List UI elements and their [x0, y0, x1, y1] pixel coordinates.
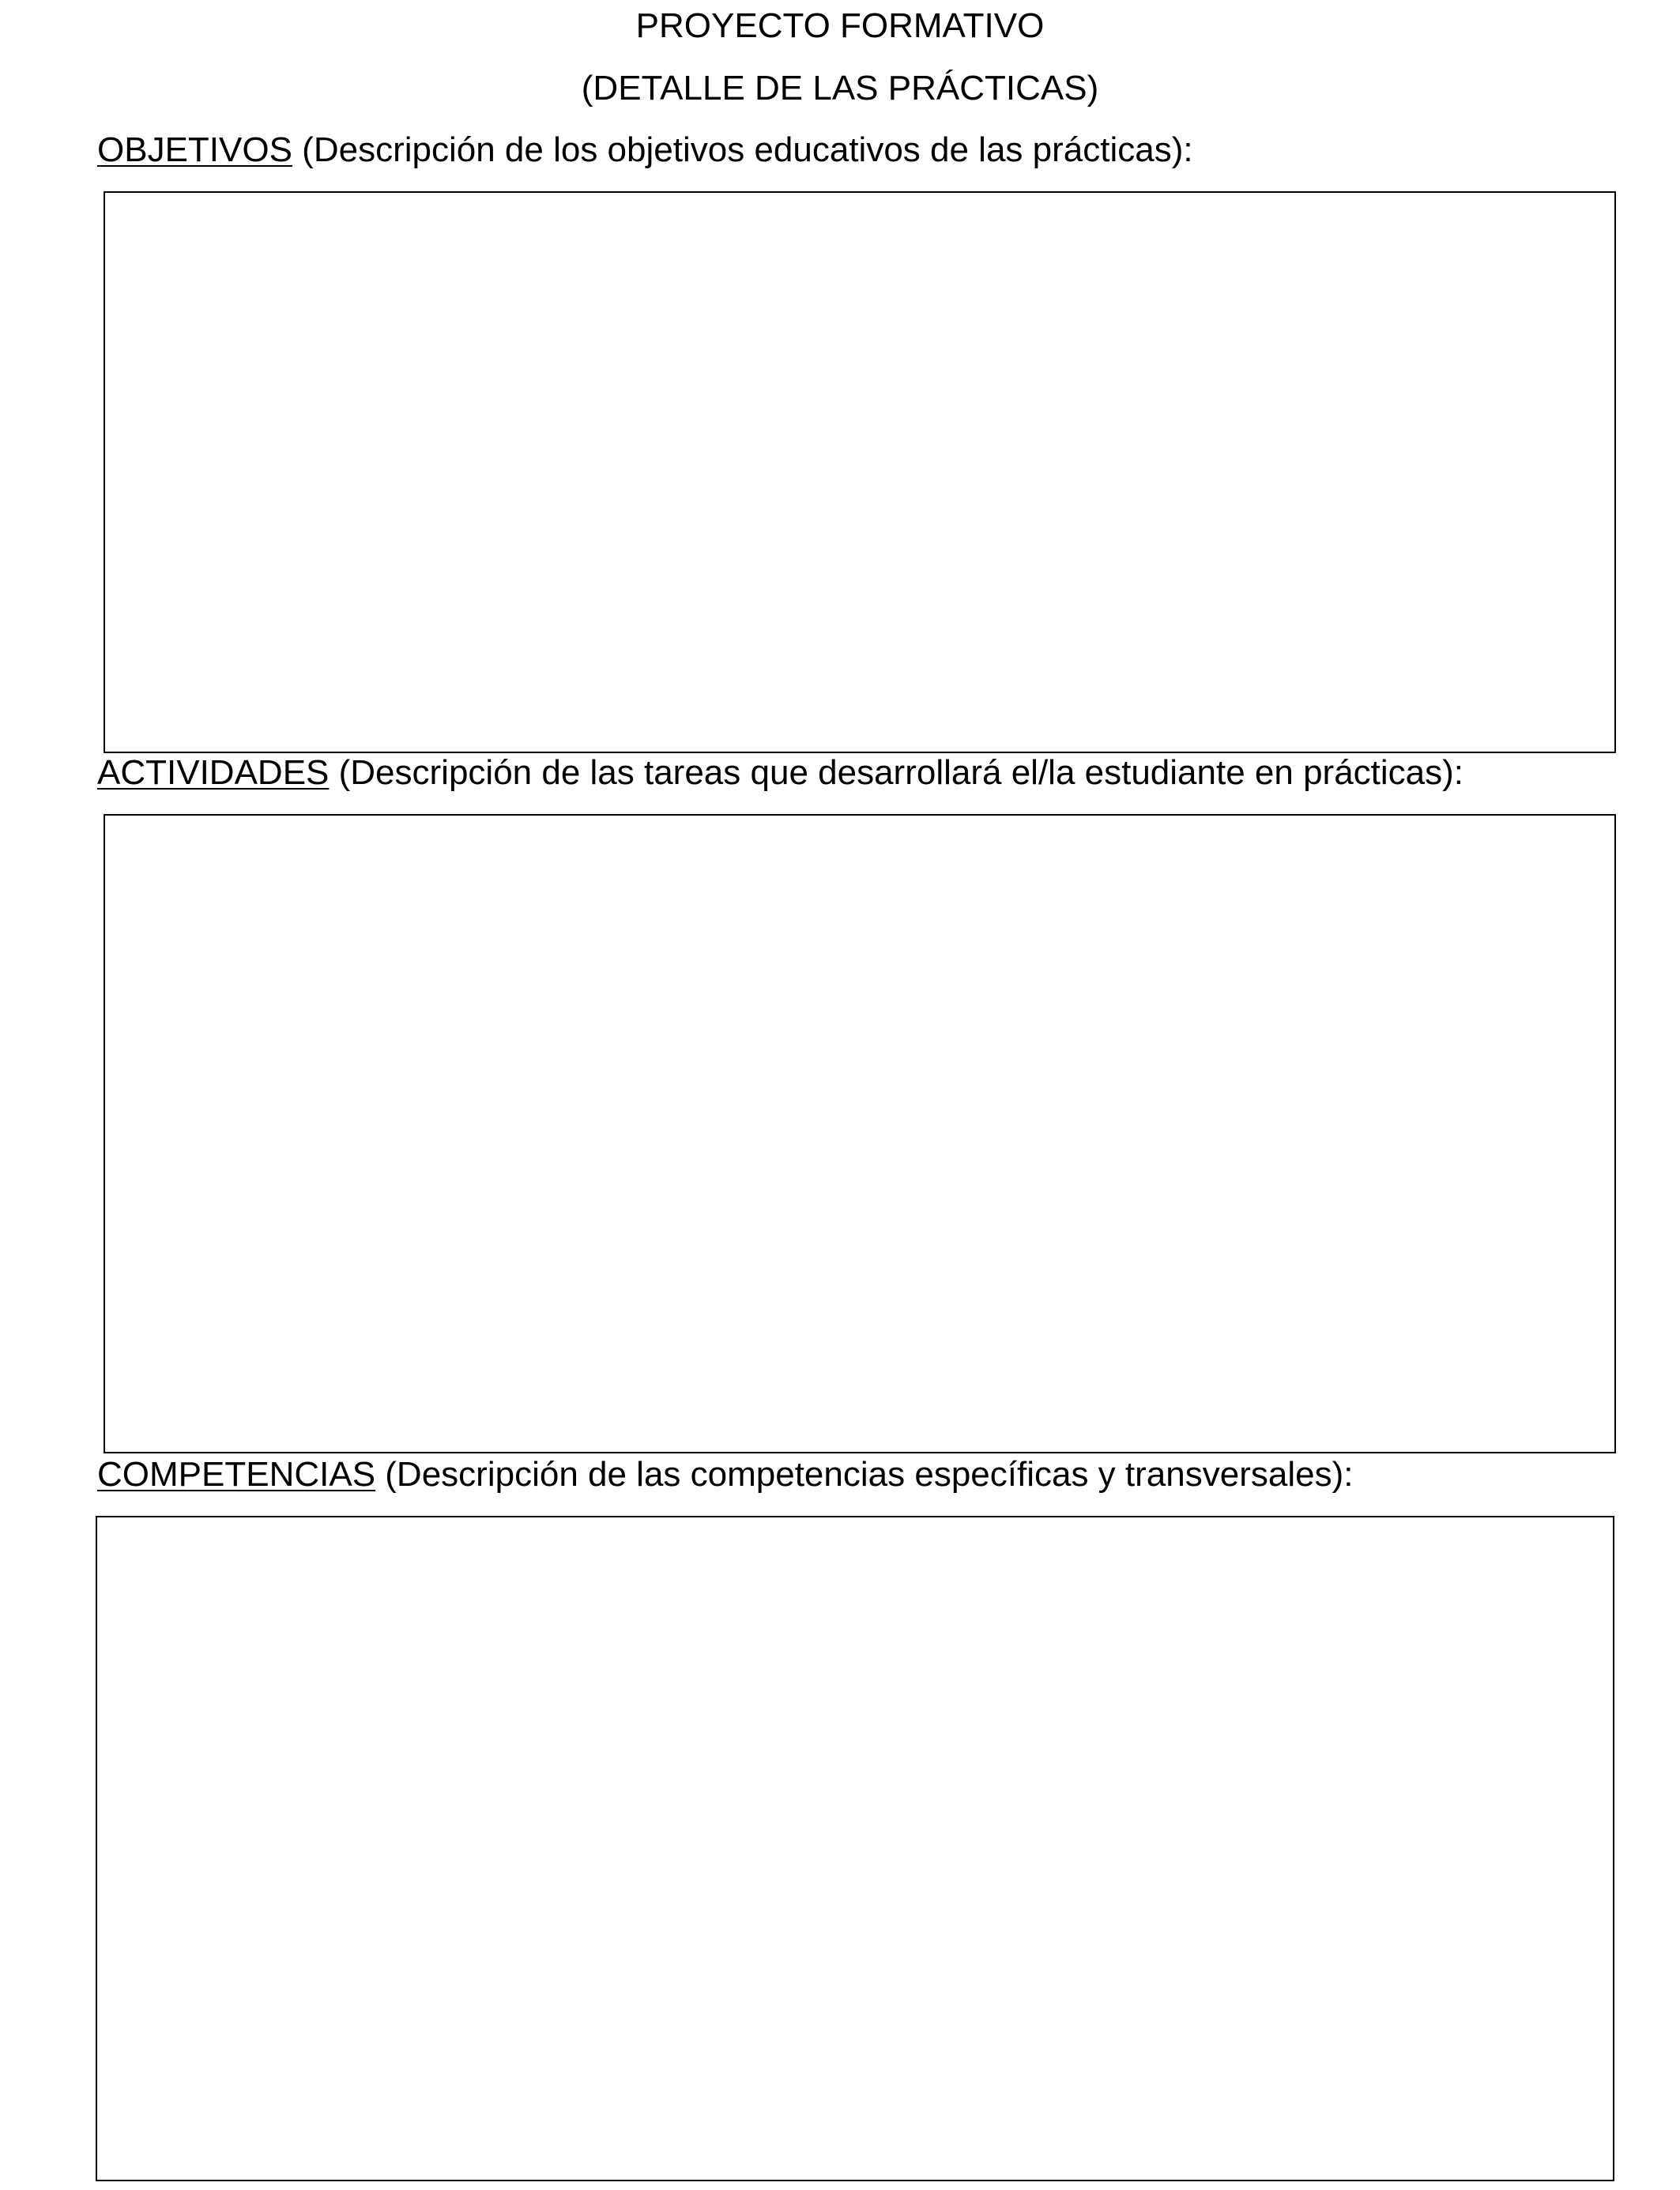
actividades-label [97, 752, 1463, 793]
actividades-text-box[interactable] [104, 814, 1616, 1453]
competencias-description: (Descripción de las competencias específicas y transversales): [375, 1455, 1354, 1494]
competencias-heading: COMPETENCIAS [97, 1455, 376, 1494]
competencias-text-box[interactable] [96, 1516, 1614, 2181]
actividades-heading: ACTIVIDADES [97, 753, 330, 792]
objetivos-text-box[interactable] [104, 191, 1616, 753]
objetivos-description: (Descripción de los objetivos educativos de las prácticas): [292, 130, 1193, 169]
document-subtitle: (DETALLE DE LAS PRÁCTICAS) [581, 69, 1099, 107]
competencias-label [97, 1454, 1353, 1495]
document-title: PROYECTO FORMATIVO [635, 6, 1045, 45]
objetivos-label [97, 130, 1193, 171]
objetivos-heading: OBJETIVOS [97, 130, 292, 169]
actividades-description: (Descripción de las tareas que desarrollará el/la estudiante en prácticas): [329, 753, 1464, 792]
